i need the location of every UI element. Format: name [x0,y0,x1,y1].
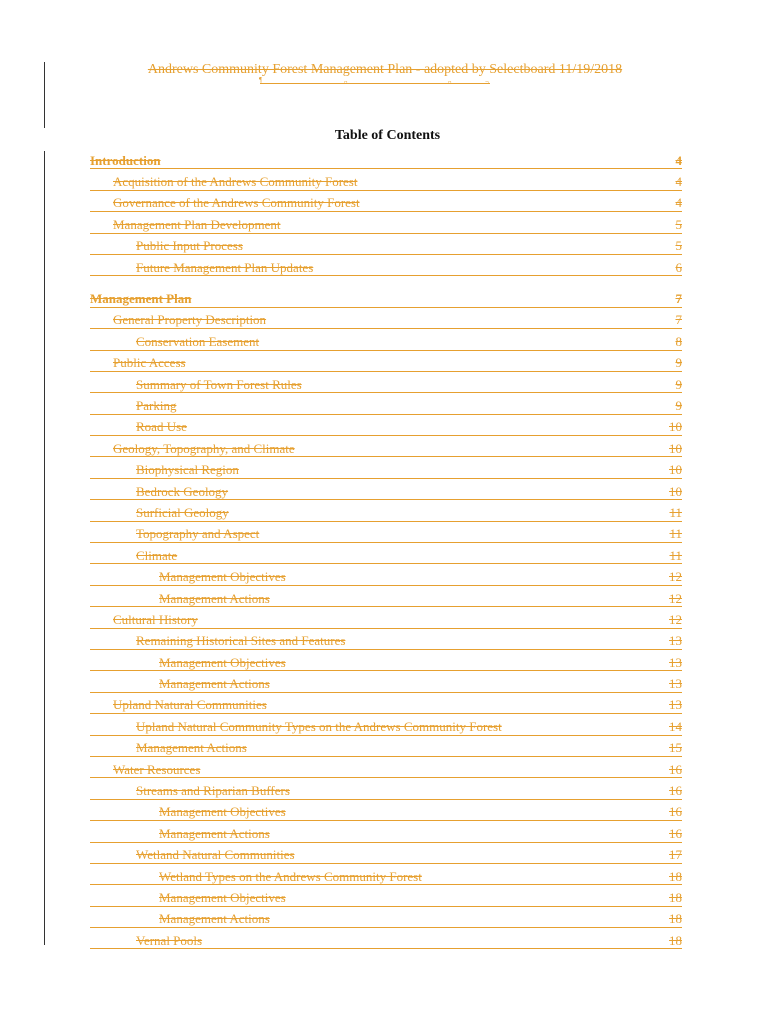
toc-entry[interactable] [90,524,682,545]
toc-entry-title: Conservation Easement [136,333,260,349]
toc-entry-title: Management Actions [159,676,270,692]
toc-entry-title: Upland Natural Communities [113,697,267,713]
toc-entry[interactable] [90,353,682,374]
toc-entry[interactable] [90,866,682,887]
toc-entry-page: 11 [669,526,682,542]
toc-entry-title: Management Plan [90,291,192,307]
header-underline [260,83,490,84]
toc-entry[interactable] [90,257,682,278]
toc-entry[interactable] [90,438,682,459]
toc-entry[interactable] [90,150,682,171]
toc-entry-page: 15 [669,740,682,756]
toc-entry-title: Summary of Town Forest Rules [136,376,302,392]
toc-entry-title: Vernal Pools [136,932,203,948]
toc-entry-page: 16 [669,783,682,799]
toc-entry-page: 18 [669,868,682,884]
toc-entry-title: Surficial Geology [136,504,229,520]
toc-entry[interactable] [90,481,682,502]
toc-entry-page: 8 [675,333,682,349]
toc-entry-page: 13 [669,697,682,713]
toc-entry-title: Management Plan Development [113,216,281,232]
toc-entry-title: Management Actions [136,740,247,756]
toc-entry-title: Geology, Topography, and Climate [113,440,295,456]
toc-entry[interactable] [90,236,682,257]
toc-entry-title: Management Objectives [159,889,286,905]
toc-entry-page: 9 [675,376,682,392]
toc-entry-title: Public Input Process [136,238,243,254]
tab-mark-icon: ¤ [344,79,348,87]
toc-entry[interactable] [90,288,682,309]
toc-entry[interactable] [90,193,682,214]
toc-entry[interactable] [90,909,682,930]
toc-entry[interactable] [90,845,682,866]
toc-entry-page: 18 [669,911,682,927]
toc-entry[interactable] [90,417,682,438]
toc-entry-title: General Property Description [113,312,267,328]
toc-entry-title: Introduction [90,152,161,168]
toc-entry-page: 13 [669,654,682,670]
toc-entry[interactable] [90,887,682,908]
toc-entry-title: Climate [136,547,178,563]
toc-entry-page: 12 [669,611,682,627]
toc-entry[interactable] [90,214,682,235]
toc-entry-title: Wetland Types on the Andrews Community Forest [159,868,422,884]
end-mark-icon: ¬ [485,78,489,86]
toc-entry-page: 17 [669,847,682,863]
toc-entry-title: Management Objectives [159,654,286,670]
toc-entry[interactable] [90,780,682,801]
paragraph-mark-icon: ¶ [259,76,263,84]
tab-mark-icon: ¤ [448,79,452,87]
toc-entry-page: 7 [675,291,682,307]
toc-entry-page: 4 [675,174,682,190]
toc-entry-title: Acquisition of the Andrews Community Forest [113,174,358,190]
toc-entry[interactable] [90,331,682,352]
toc-entry-page: 12 [669,569,682,585]
toc-entry-title: Future Management Plan Updates [136,259,314,275]
toc-entry-page: 10 [669,440,682,456]
toc-entry-page: 10 [669,419,682,435]
toc-entry-page: 4 [675,195,682,211]
toc-entry-title: Management Actions [159,825,270,841]
toc-entry[interactable] [90,652,682,673]
toc-entry-page: 13 [669,633,682,649]
toc-entry-page: 16 [669,804,682,820]
toc-entry-page: 10 [669,483,682,499]
toc-entry[interactable] [90,930,682,951]
toc-entry-page: 11 [669,547,682,563]
toc-entry-page: 9 [675,355,682,371]
toc-entry-title: Management Objectives [159,804,286,820]
toc-entry-page: 14 [669,718,682,734]
toc-section-gap [90,278,682,288]
toc-entry-title: Road Use [136,419,187,435]
toc-entry-title: Cultural History [113,611,198,627]
toc-entry-page: 7 [675,312,682,328]
toc-entry-page: 11 [669,504,682,520]
toc-entry-page: 12 [669,590,682,606]
toc-entry[interactable] [90,802,682,823]
toc-entry[interactable] [90,395,682,416]
toc-entry-title: Biophysical Region [136,462,239,478]
toc-entry-title: Topography and Aspect [136,526,260,542]
toc-entry-title: Water Resources [113,761,201,777]
toc-entry-page: 9 [675,397,682,413]
table-of-contents [90,150,682,951]
toc-entry-title: Public Access [113,355,186,371]
toc-entry-title: Governance of the Andrews Community Forest [113,195,360,211]
toc-entry[interactable] [90,823,682,844]
toc-entry-title: Parking [136,397,177,413]
toc-entry[interactable] [90,374,682,395]
toc-entry-title: Management Actions [159,911,270,927]
toc-entry-page: 16 [669,761,682,777]
toc-entry-title: Streams and Riparian Buffers [136,783,290,799]
toc-entry[interactable] [90,171,682,192]
toc-entry[interactable] [90,310,682,331]
toc-entry[interactable] [90,609,682,630]
toc-entry-page: 4 [675,152,682,168]
toc-entry-page: 10 [669,462,682,478]
toc-entry-title: Remaining Historical Sites and Features [136,633,346,649]
toc-entry-title: Management Objectives [159,569,286,585]
toc-entry-page: 5 [675,238,682,254]
toc-entry[interactable] [90,759,682,780]
toc-entry[interactable] [90,502,682,523]
toc-entry-page: 18 [669,889,682,905]
document-header-title: Andrews Community Forest Management Plan - adopted by Selectboard 11/19/2018 [147,62,623,77]
toc-entry[interactable] [90,716,682,737]
toc-entry[interactable] [90,631,682,652]
toc-entry[interactable] [90,545,682,566]
toc-entry[interactable] [90,695,682,716]
toc-entry-page: 16 [669,825,682,841]
toc-entry-title: Bedrock Geology [136,483,229,499]
toc-entry[interactable] [90,566,682,587]
toc-entry-title: Wetland Natural Communities [136,847,295,863]
toc-entry-title: Upland Natural Community Types on the Andrews Community Forest [136,718,502,734]
toc-entry-title: Management Actions [159,590,270,606]
toc-entry[interactable] [90,673,682,694]
toc-entry-page: 5 [675,216,682,232]
toc-entry-page: 18 [669,932,682,948]
toc-entry[interactable] [90,588,682,609]
toc-entry-page: 13 [669,676,682,692]
toc-entry-page: 6 [675,259,682,275]
toc-entry[interactable] [90,738,682,759]
toc-entry[interactable] [90,459,682,480]
change-bar-main [44,151,45,945]
toc-heading: Table of Contents [334,128,441,143]
